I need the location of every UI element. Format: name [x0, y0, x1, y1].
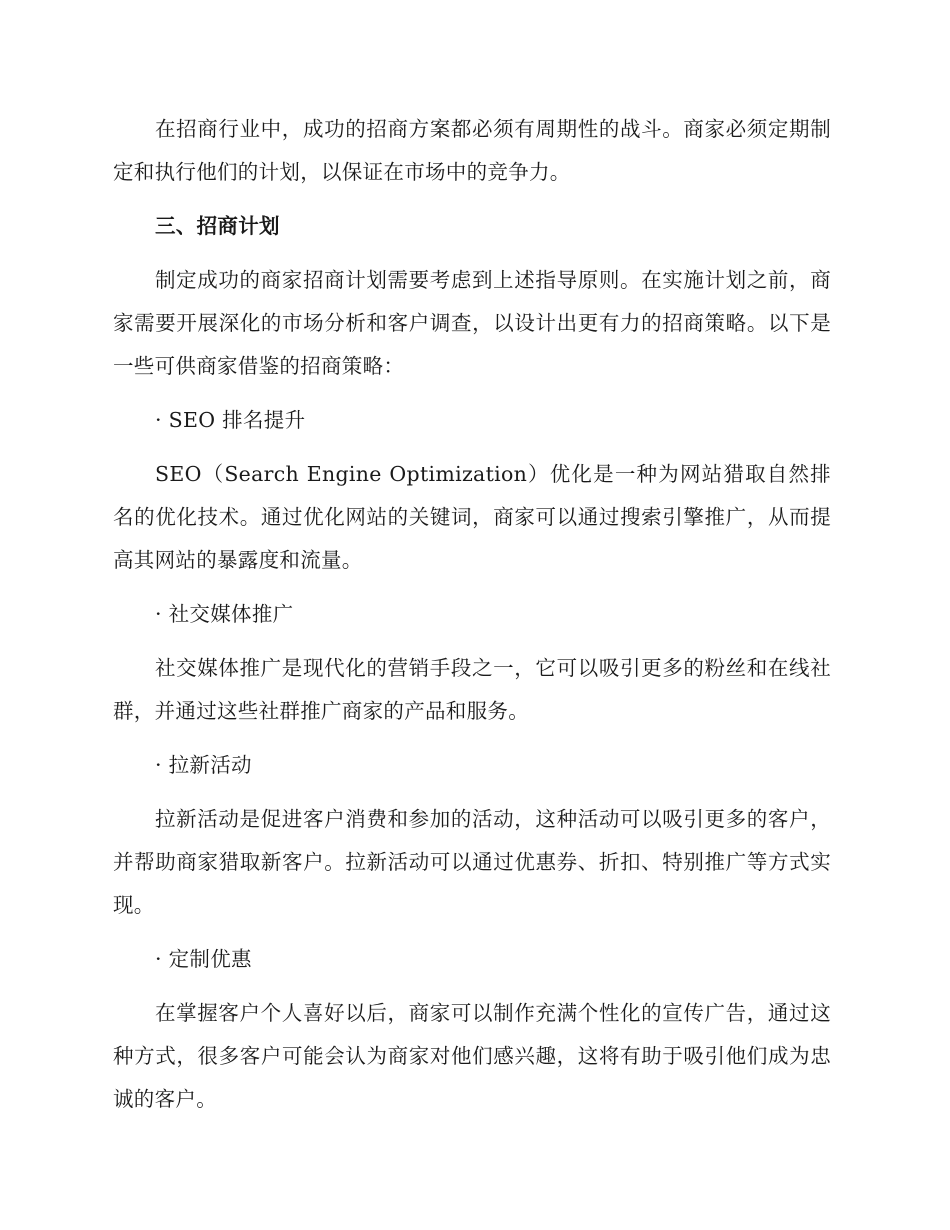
strategy-title-seo: · SEO 排名提升: [155, 408, 306, 432]
strategy-title-custom-offers: · 定制优惠: [155, 947, 252, 971]
section-paragraph: 制定成功的商家招商计划需要考虑到上述指导原则。在实施计划之前，商家需要开展深化的市场分析和客户调查，以设计出更有力的招商策略。以下是一些可供商家借鉴的招商策略：: [113, 268, 831, 378]
intro-paragraph: 在招商行业中，成功的招商方案都必须有周期性的战斗。商家必须定期制定和执行他们的计划，以保证在市场中的竞争力。: [113, 117, 831, 184]
strategy-description-social-media: 社交媒体推广是现代化的营销手段之一，它可以吸引更多的粉丝和在线社群，并通过这些社群推广商家的产品和服务。: [113, 656, 831, 723]
strategy-title-social-media: · 社交媒体推广: [155, 602, 294, 626]
strategy-description-seo: SEO（Search Engine Optimization）优化是一种为网站猎取自然排名的优化技术。通过优化网站的关键词，商家可以通过搜索引擎推广，从而提高其网站的暴露度和流量。: [113, 462, 831, 572]
document-body: [113, 108, 831, 1132]
section-heading: 三、招商计划: [155, 214, 280, 238]
strategy-description-custom-offers: 在掌握客户个人喜好以后，商家可以制作充满个性化的宣传广告，通过这种方式，很多客户可能会认为商家对他们感兴趣，这将有助于吸引他们成为忠诚的客户。: [113, 1001, 831, 1111]
strategy-description-new-customer-campaign: 拉新活动是促进客户消费和参加的活动，这种活动可以吸引更多的客户，并帮助商家猎取新客户。拉新活动可以通过优惠券、折扣、特别推广等方式实现。: [113, 807, 831, 917]
strategy-title-new-customer-campaign: · 拉新活动: [155, 753, 252, 777]
